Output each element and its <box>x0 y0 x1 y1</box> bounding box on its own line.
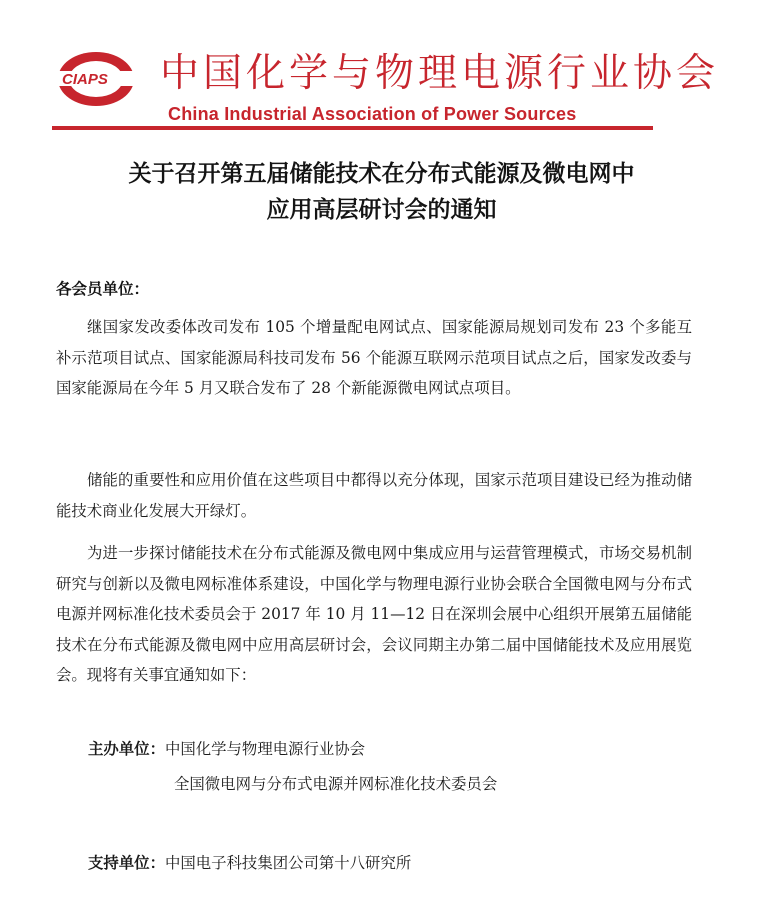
paragraph-1: 继国家发改委体改司发布 105 个增量配电网试点、国家能源局规划司发布 23 个多能互补示范项目试点、国家能源局科技司发布 56 个能源互联网示范项目试点之后，国家发改委与国家能源局在今年 5 月又联合发布了 28 个新能源微电网试点项目。 <box>56 318 692 397</box>
paragraph-3: 为进一步探讨储能技术在分布式能源及微电网中集成应用与运营管理模式，市场交易机制研究与创新以及微电网标准体系建设，中国化学与物理电源行业协会联合全国微电网与分布式电源并网标准化技术委员会于 2017 年 10 月 11—12 日在深圳会展中心组织开展第五届储能技术在分布式能源及微电网中应用高层研讨会，会议同期主办第二届中国储能技术及应用展览会。现将有关事宜通知如下： <box>56 544 692 684</box>
title-line-1: 关于召开第五届储能技术在分布式能源及微电网中 <box>128 161 635 187</box>
paragraph-2: 储能的重要性和应用价值在这些项目中都得以充分体现，国家示范项目建设已经为推动储能技术商业化发展大开绿灯。 <box>56 471 692 520</box>
support-label: 支持单位： <box>88 854 165 872</box>
org-name-en: China Industrial Association of Power Sources <box>168 104 577 124</box>
support-org: 中国电子科技集团公司第十八研究所 <box>164 854 412 872</box>
letterhead <box>52 38 720 134</box>
org-name-cn: 中国化学与物理电源行业协会 <box>160 51 720 96</box>
document-title <box>40 156 723 228</box>
header-divider <box>52 126 653 130</box>
host-label: 主办单位： <box>88 740 165 758</box>
logo-text: CIAPS <box>62 71 108 88</box>
ciaps-logo <box>54 48 150 110</box>
title-line-2: 应用高层研讨会的通知 <box>266 197 497 223</box>
host-org-2: 全国微电网与分布式电源并网标准化技术委员会 <box>174 775 498 793</box>
host-row-2 <box>174 772 497 794</box>
host-row <box>88 737 365 759</box>
host-org-1: 中国化学与物理电源行业协会 <box>164 740 366 758</box>
support-row <box>88 851 411 873</box>
salutation: 各会员单位： <box>56 280 150 298</box>
